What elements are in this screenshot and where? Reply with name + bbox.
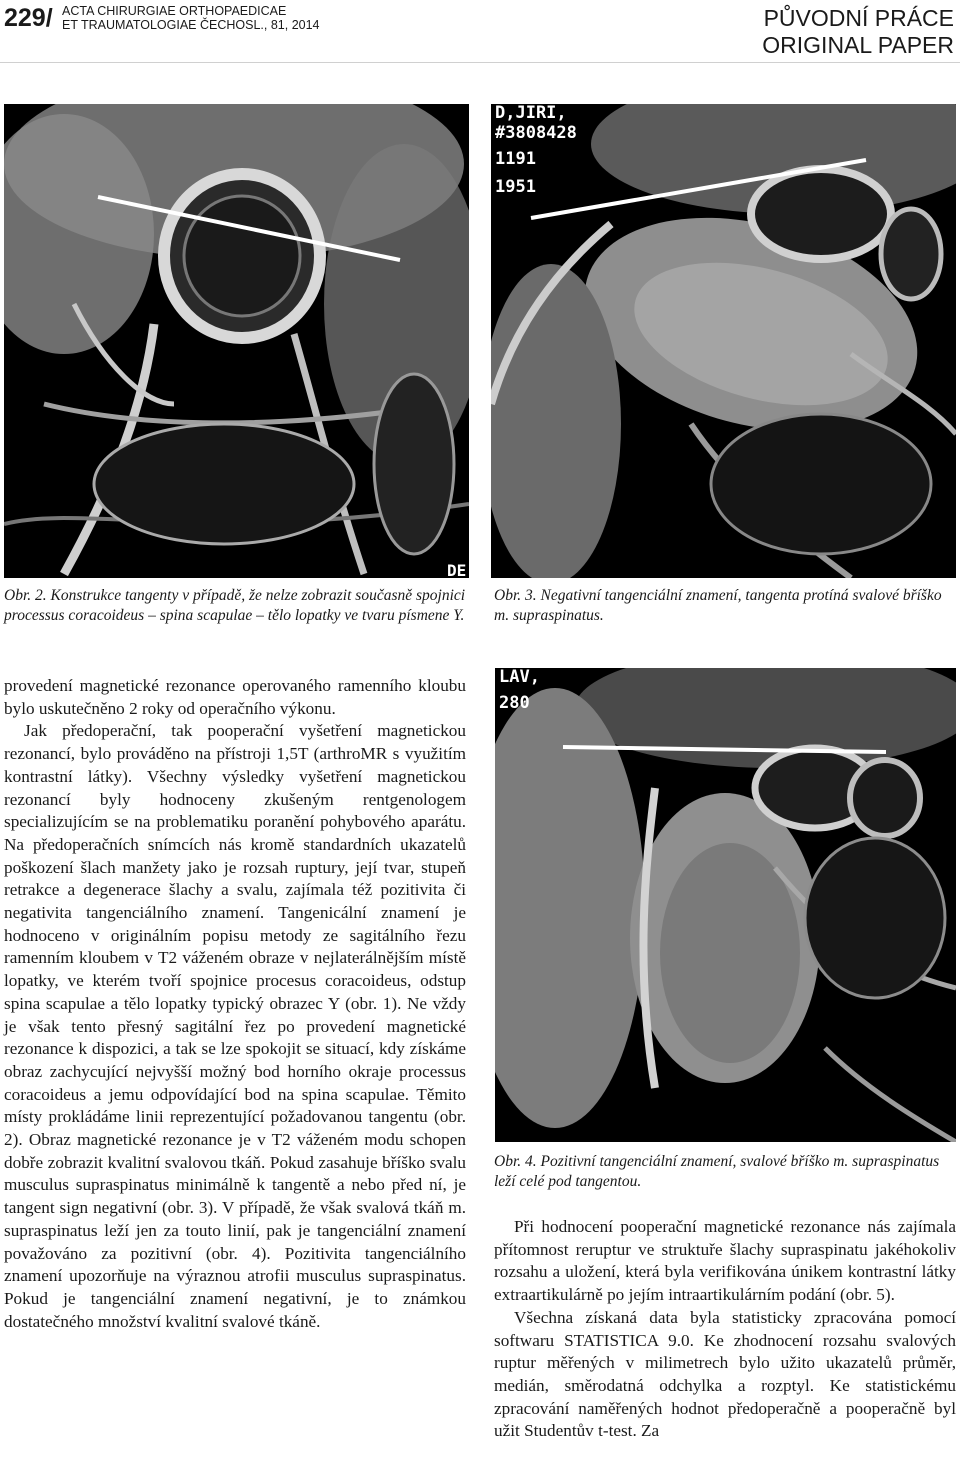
journal-line-2: ET TRAUMATOLOGIAE ČECHOSL., 81, 2014	[62, 18, 320, 32]
figure-4-overlay-line-2: 280	[499, 693, 530, 713]
left-column-text	[4, 675, 466, 1333]
article-type-cz: PŮVODNÍ PRÁCE	[763, 5, 954, 31]
figure-4-drawing	[495, 668, 956, 1142]
figure-3-overlay-line-2: #3808428	[495, 123, 577, 143]
right-paragraph-1: Při hodnocení pooperační magnetické rezonance nás zajímala přítomnost reruptur ve struktuře šlachy supraspinatu jakéhokoliv rozsahu a uložení, která byla verifikována únikem kontrastní látky extraartikulárně po jejím intraartikulárním podání (obr. 5).	[494, 1217, 956, 1305]
article-type-en: ORIGINAL PAPER	[762, 32, 954, 58]
figure-3-overlay-line-3: 1191	[495, 149, 536, 169]
right-column-text	[494, 1216, 956, 1443]
right-paragraph-2: Všechna získaná data byla statisticky zpracována pomocí softwaru STATISTICA 9.0. Ke zhodnocení rozsahu svalových ruptur měřených v milimetrech bylo užito ukazatelů průměr, medián, směrodatná odchylka a rozptyl. Ke statistickému zpracování naměřených hodnot předoperačně a pooperačně byl užit Studentův t-test. Za	[494, 1307, 956, 1441]
figure-3-overlay-line-1: D,JIRI,	[495, 104, 567, 123]
figure-2-drawing	[4, 104, 469, 578]
figure-4-caption: Obr. 4. Pozitivní tangenciální znamení, svalové bříško m. supraspinatus leží celé pod tangentou.	[494, 1153, 940, 1190]
left-paragraph-2: Jak předoperační, tak pooperační vyšetření magnetickou rezonancí, bylo prováděno na přístroji 1,5T (arthroMR s využitím kontrastní látky). Všechny výsledky vyšetření magnetickou rezonancí byly hodnoceny zkušeným rentgenologem specializujícím se na problematiku poranění pohybového aparátu. Na předoperačních snímcích nás kromě standardních ukazatelů poškození šlach manžety jako je rozsah ruptury, její tvar, stupeň retrakce a degenerace šlachy a svalu, zajímala též pozitivita či negativita tangenciálního znamení. Tangenicální znamení je hodnoceno v originálním popisu metody ze sagitálního řezu ramenním kloubem v T2 váženém obraze v nejlaterálnějším místě lopatky, ve kterém tvoří spojnice procesus coracoideus, odstup spina scapulae a tělo lopatky typický obrazec Y (obr. 1). Ne vždy je však tento přesný sagitální řez po provedení magnetické rezonance k dispozici, a tak se lze spokojit se situací, kdy získáme obraz zachycující nejvyšší možný bod horního okraje processus coracoideus a jemu odpovídající bod na spina scapulae. Těmito místy prokládáme linii reprezentující požadovanou tangentu (obr. 2). Obraz magnetické rezonance je v T2 váženém modu schopen dobře zobrazit kvalitní svalovou tkáň. Pokud zasahuje bříško svalu musculus supraspinatus minimálně k tangentě a nebo před ní, je tangent sign negativní (obr. 3). V případě, že však svalová tkáň m. supraspinatus leží jen za touto linií, pak je tangenciální znamení považováno za pozitivní (obr. 4). Pozitivita tangenciálního znamení upozorňuje na výraznou atrofii musculus supraspinatus. Pokud je tangenciální znamení negativní, je to známkou dostatečného množství kvalitní svalové tkáně.	[4, 721, 466, 1331]
figure-4-overlay-line-1: LAV,	[499, 668, 540, 687]
figure-3-mri-image	[491, 104, 956, 578]
header-divider	[0, 62, 960, 63]
left-paragraph-1: provedení magnetické rezonance operovaného ramenního kloubu bylo uskutečněno 2 roky od operačního výkonu.	[4, 676, 466, 718]
figure-3-caption: Obr. 3. Negativní tangenciální znamení, tangenta protíná svalové bříško m. supraspinatus.	[494, 587, 942, 624]
figure-2-corner-label: DE	[447, 561, 467, 578]
figure-2-mri-image	[4, 104, 469, 578]
journal-title	[62, 4, 320, 32]
article-type	[762, 5, 954, 59]
page-number: 229/	[4, 4, 53, 32]
figure-3-overlay-line-4: 1951	[495, 177, 536, 197]
figure-3-drawing	[491, 104, 956, 578]
figure-4-mri-image	[495, 668, 956, 1142]
journal-line-1: ACTA CHIRURGIAE ORTHOPAEDICAE	[62, 4, 287, 18]
figure-2-caption: Obr. 2. Konstrukce tangenty v případě, že nelze zobrazit současně spojnici processus coracoideus – spina scapulae – tělo lopatky ve tvaru písmene Y.	[4, 587, 466, 624]
